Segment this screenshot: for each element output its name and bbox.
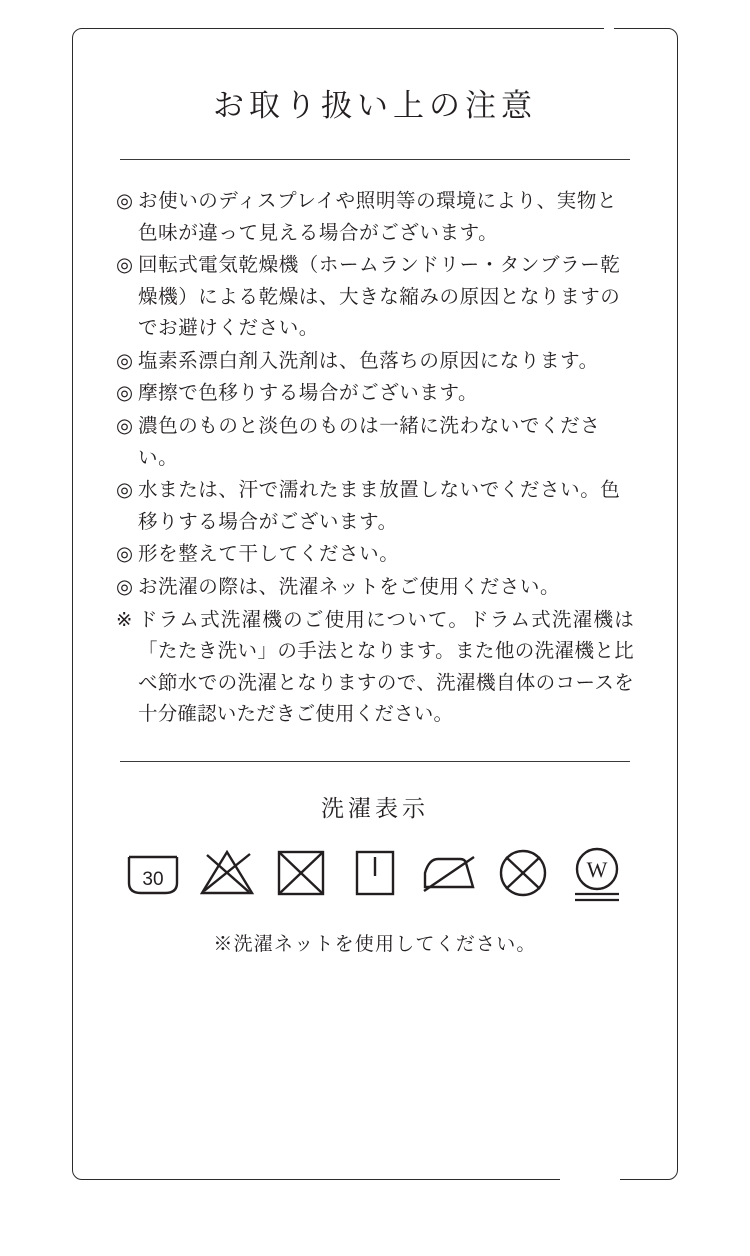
wet-clean-symbol (565, 843, 629, 903)
bullet-marker: ◎ (116, 543, 134, 566)
bullet-marker: ◎ (116, 479, 134, 502)
no-tumble-dry-symbol (269, 843, 333, 903)
bullet-marker: ◎ (116, 415, 134, 438)
wash-footnote: ※洗濯ネットを使用してください。 (213, 933, 537, 955)
bullet-marker: ◎ (116, 575, 134, 598)
list-item-text: 形を整えて干してください。 (138, 543, 400, 566)
list-item-text: ドラム式洗濯機のご使用について。ドラム式洗濯機は「たたき洗い」の手法となります。また他の洗濯機と比べ節水での洗濯となりますので、洗濯機自体のコースを十分確認いただきご使用ください。 (138, 608, 634, 726)
list-item (116, 250, 634, 345)
bullet-marker: ◎ (116, 254, 134, 277)
list-item (116, 186, 634, 249)
list-item (116, 411, 634, 474)
content-area (72, 28, 678, 1180)
no-bleach-symbol (195, 843, 259, 903)
wash-temperature-label: 30 (142, 868, 164, 890)
list-item-text: お使いのディスプレイや照明等の環境により、実物と色味が違って見える場合がございます。 (138, 190, 618, 244)
line-dry-symbol (343, 843, 407, 903)
list-item-text: 塩素系漂白剤入洗剤は、色落ちの原因になります。 (138, 349, 599, 372)
care-notes-list (116, 160, 634, 731)
list-item-text: 回転式電気乾燥機（ホームランドリー・タンブラー乾燥機）による乾燥は、大きな縮みの原因となりますのでお避けください。 (138, 254, 621, 340)
list-item-text: お洗濯の際は、洗濯ネットをご使用ください。 (138, 575, 561, 598)
bullet-marker: ◎ (116, 190, 134, 212)
bullet-marker: ◎ (116, 382, 134, 405)
list-item-text: 水または、汗で濡れたまま放置しないでください。色移りする場合がございます。 (138, 479, 621, 533)
divider-bottom (120, 761, 630, 762)
list-item (116, 346, 634, 378)
no-iron-symbol (417, 843, 481, 903)
wash-section-heading: 洗濯表示 (321, 794, 429, 821)
page-title: お取り扱い上の注意 (213, 88, 537, 123)
list-item-text: 濃色のものと淡色のものは一緒に洗わないでください。 (138, 415, 601, 469)
wash-symbols-row (116, 843, 634, 903)
list-item (116, 572, 634, 604)
list-item (116, 378, 634, 410)
list-item-text: 摩擦で色移りする場合がございます。 (138, 382, 479, 405)
list-item (116, 539, 634, 571)
bullet-marker: ◎ (116, 349, 134, 372)
list-item (116, 605, 634, 731)
bullet-marker: ※ (116, 608, 133, 631)
list-item (116, 475, 634, 538)
no-dryclean-symbol (491, 843, 555, 903)
wash-30-symbol (121, 843, 185, 903)
wet-clean-label: W (586, 856, 608, 882)
